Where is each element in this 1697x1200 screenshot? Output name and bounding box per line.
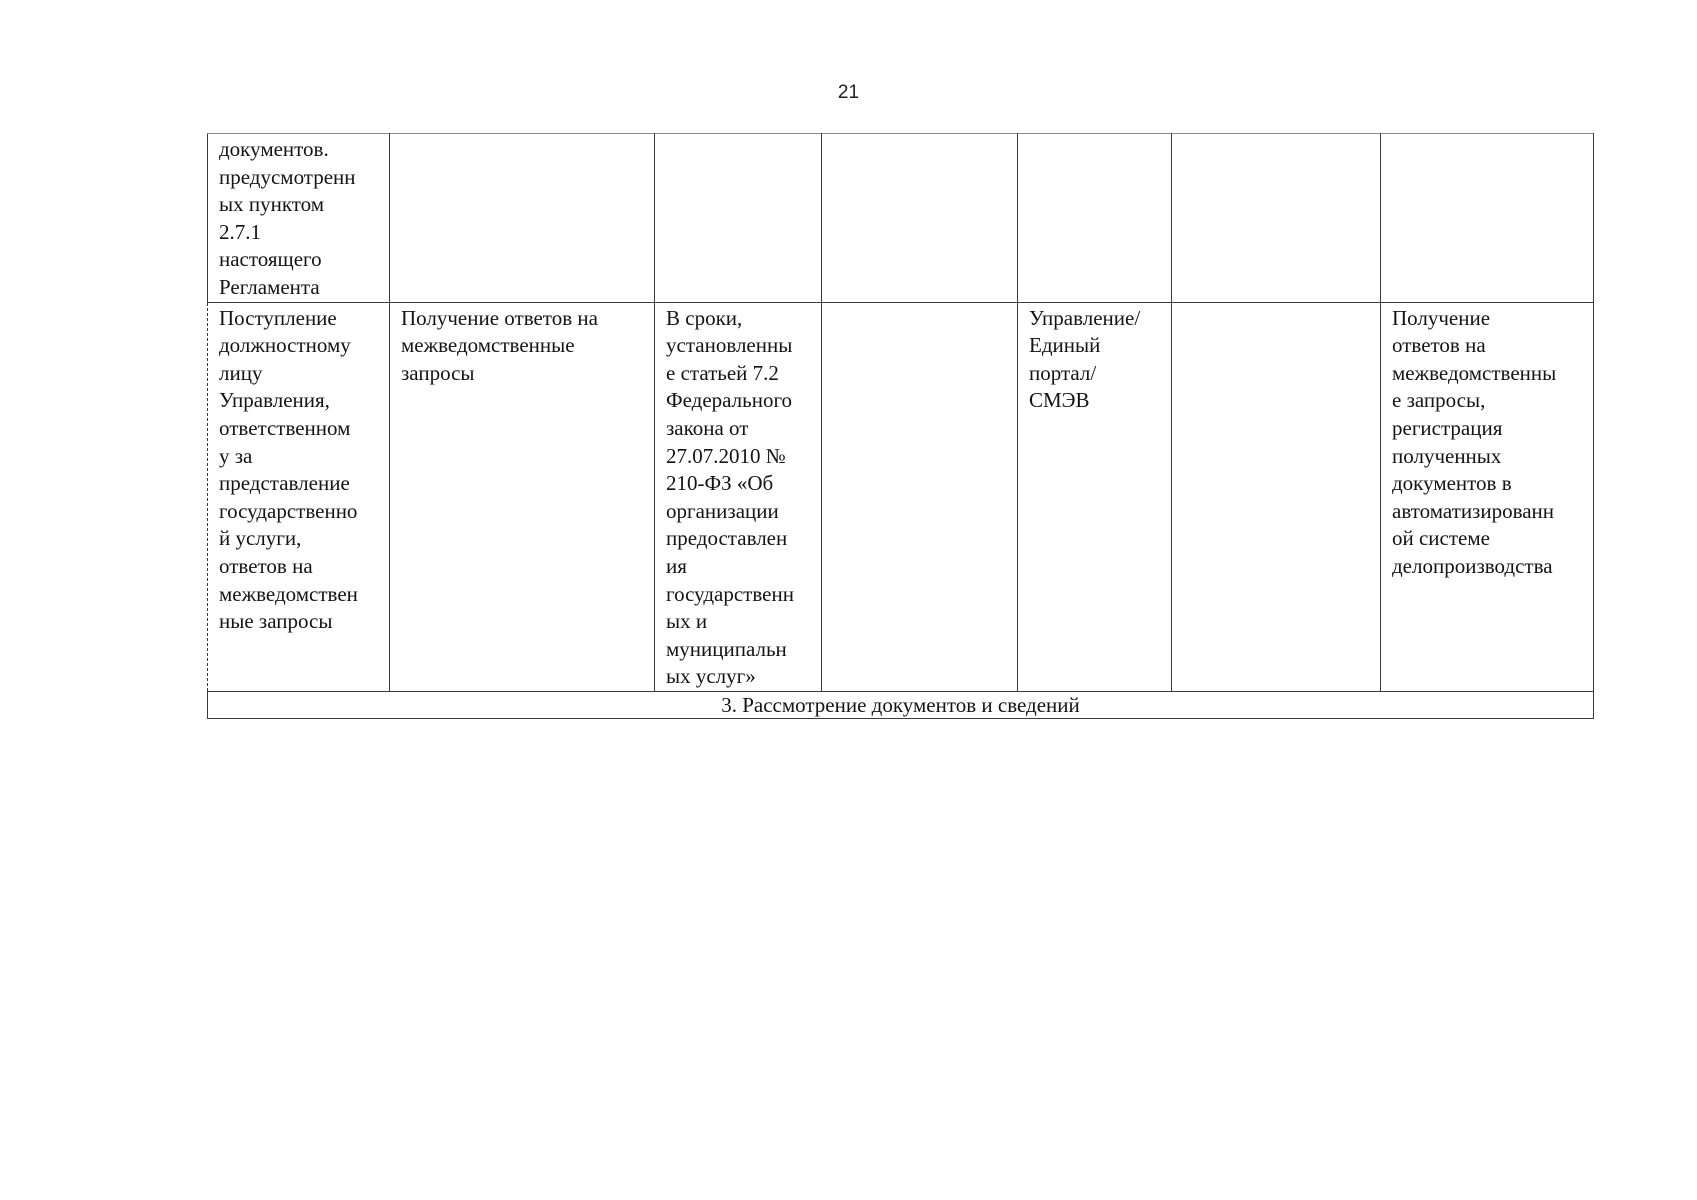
- cell-line: Получение ответов на: [401, 305, 598, 330]
- cell-continued-empty-4: [822, 134, 1018, 303]
- cell-line: портал/: [1029, 360, 1097, 385]
- cell-line: запросы: [401, 360, 475, 385]
- cell-line: й услуги,: [219, 526, 302, 551]
- cell-line: ные запросы: [219, 609, 333, 634]
- cell-line: документов.: [219, 137, 329, 161]
- table-row-continued: [208, 134, 1594, 303]
- table-row-main: [208, 302, 1594, 691]
- cell-deadline: [655, 302, 822, 691]
- cell-line: ых услуг»: [666, 664, 756, 689]
- cell-line: организации: [666, 498, 779, 523]
- cell-text: [219, 136, 381, 302]
- cell-continued-empty-3: [655, 134, 822, 303]
- cell-place: [1018, 302, 1172, 691]
- cell-responsible: [822, 302, 1018, 691]
- cell-line: муниципальн: [666, 636, 787, 661]
- cell-text: [401, 305, 646, 388]
- cell-line: установленны: [666, 333, 793, 358]
- cell-line: е статьей 7.2: [666, 360, 779, 385]
- cell-action: [390, 302, 655, 691]
- cell-line: В сроки,: [666, 305, 743, 330]
- cell-line: Единый: [1029, 333, 1101, 358]
- cell-line: полученных: [1392, 443, 1502, 468]
- cell-line: у за: [219, 443, 253, 468]
- cell-line: ых пунктом: [219, 192, 325, 217]
- procedure-table: [207, 133, 1594, 719]
- cell-line: Регламента: [219, 274, 320, 299]
- page-number: 21: [837, 82, 860, 103]
- cell-line: должностному: [219, 333, 351, 358]
- cell-line: 210-ФЗ «Об: [666, 471, 774, 496]
- cell-line: ответов на: [1392, 333, 1486, 358]
- cell-text: [1392, 305, 1585, 581]
- cell-line: ых и: [666, 609, 708, 634]
- cell-continued-empty-7: [1381, 134, 1594, 303]
- cell-basis: [208, 302, 390, 691]
- cell-continued-empty-5: [1018, 134, 1172, 303]
- table-row-section: [208, 691, 1594, 718]
- cell-text: [219, 305, 381, 636]
- cell-continued-action: [208, 134, 390, 303]
- cell-text: [1029, 305, 1163, 415]
- cell-result: [1381, 302, 1594, 691]
- cell-line: представление: [219, 471, 350, 496]
- cell-line: межведомственные: [401, 333, 575, 358]
- cell-line: государственн: [666, 581, 794, 606]
- cell-line: ответственном: [219, 415, 351, 440]
- section-heading: 3. Рассмотрение документов и сведений: [208, 691, 1594, 718]
- cell-line: делопроизводства: [1392, 553, 1553, 578]
- cell-text: [666, 305, 813, 691]
- cell-line: межведомствен: [219, 581, 358, 606]
- cell-line: автоматизированн: [1392, 498, 1555, 523]
- cell-line: ответов на: [219, 553, 313, 578]
- cell-line: Поступление: [219, 305, 337, 330]
- cell-line: СМЭВ: [1029, 388, 1090, 413]
- cell-line: Управления,: [219, 388, 330, 413]
- cell-line: закона от: [666, 415, 749, 440]
- cell-line: регистрация: [1392, 415, 1503, 440]
- cell-line: межведомственны: [1392, 360, 1557, 385]
- cell-line: Федерального: [666, 388, 793, 413]
- cell-line: настоящего: [219, 247, 322, 272]
- cell-line: е запросы,: [1392, 388, 1486, 413]
- cell-line: 2.7.1: [219, 219, 261, 244]
- cell-line: Получение: [1392, 305, 1491, 330]
- cell-line: Управление/: [1029, 305, 1141, 330]
- cell-criteria: [1172, 302, 1381, 691]
- cell-line: 27.07.2010 №: [666, 443, 786, 468]
- cell-line: лицу: [219, 360, 263, 385]
- cell-line: предусмотренн: [219, 164, 356, 189]
- cell-line: предоставлен: [666, 526, 788, 551]
- cell-line: государственно: [219, 498, 358, 523]
- cell-continued-empty-2: [390, 134, 655, 303]
- cell-line: документов в: [1392, 471, 1512, 496]
- cell-line: ия: [666, 553, 687, 578]
- cell-line: ой системе: [1392, 526, 1490, 551]
- cell-continued-empty-6: [1172, 134, 1381, 303]
